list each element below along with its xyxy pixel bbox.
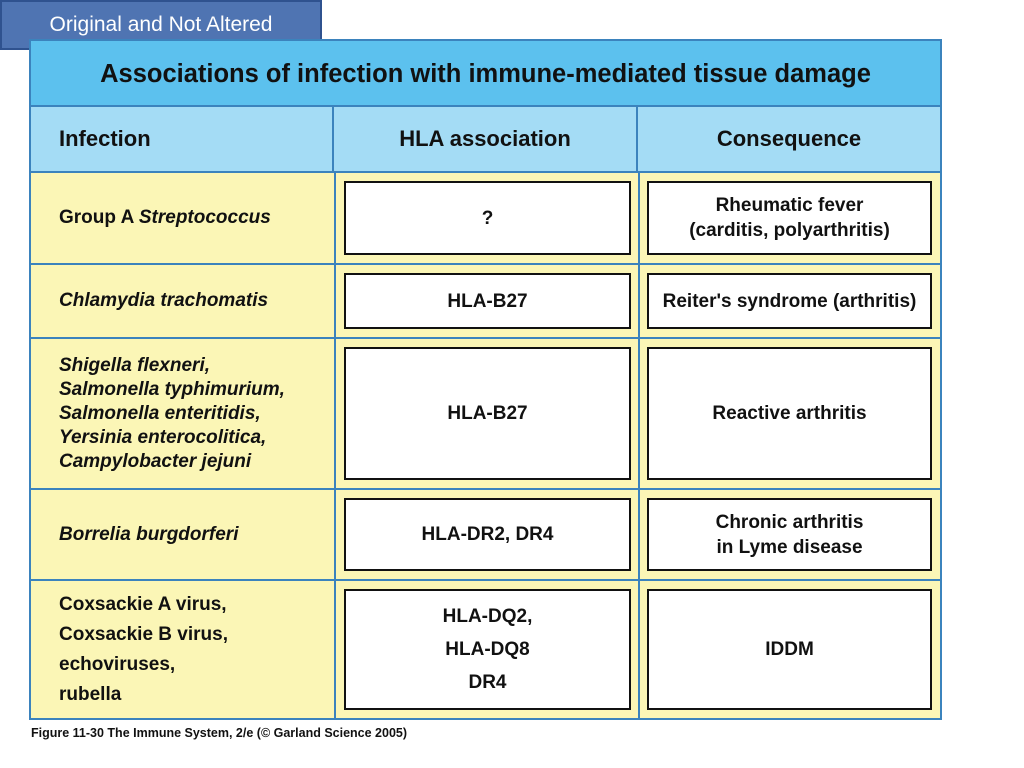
table-row	[31, 339, 940, 490]
consequence-cell: Chronic arthritis in Lyme disease	[647, 498, 932, 571]
table-title: Associations of infection with immune-mediated tissue damage	[31, 41, 940, 107]
header-hla-association: HLA association	[334, 107, 638, 173]
table-row	[31, 265, 940, 339]
hla-cell: HLA-B27	[344, 273, 631, 329]
header-consequence: Consequence	[638, 107, 940, 173]
figure-caption: Figure 11-30 The Immune System, 2/e (© Garland Science 2005)	[31, 726, 408, 740]
association-table	[29, 39, 942, 720]
table-row	[31, 490, 940, 581]
infection-cell: Shigella flexneri, Salmonella typhimurium, Salmonella enteritidis, Yersinia enterocolitica, Campylobacter jejuni	[59, 354, 285, 472]
consequence-cell: Reiter's syndrome (arthritis)	[647, 273, 932, 329]
hla-cell: ?	[344, 181, 631, 255]
hla-cell: HLA-DQ2, HLA-DQ8 DR4	[344, 589, 631, 710]
consequence-cell: Reactive arthritis	[647, 347, 932, 480]
infection-cell: Coxsackie A virus, Coxsackie B virus, echoviruses, rubella	[59, 593, 228, 705]
original-badge: Original and Not Altered	[0, 0, 322, 50]
table-row	[31, 581, 940, 718]
header-infection: Infection	[31, 107, 334, 173]
hla-cell: HLA-B27	[344, 347, 631, 480]
infection-cell: Group A Streptococcus	[59, 207, 271, 228]
hla-cell: HLA-DR2, DR4	[344, 498, 631, 571]
infection-cell: Chlamydia trachomatis	[59, 290, 269, 311]
consequence-cell: Rheumatic fever (carditis, polyarthritis)	[647, 181, 932, 255]
table-row	[31, 173, 940, 265]
infection-cell: Borrelia burgdorferi	[59, 523, 239, 545]
consequence-cell: IDDM	[647, 589, 932, 710]
